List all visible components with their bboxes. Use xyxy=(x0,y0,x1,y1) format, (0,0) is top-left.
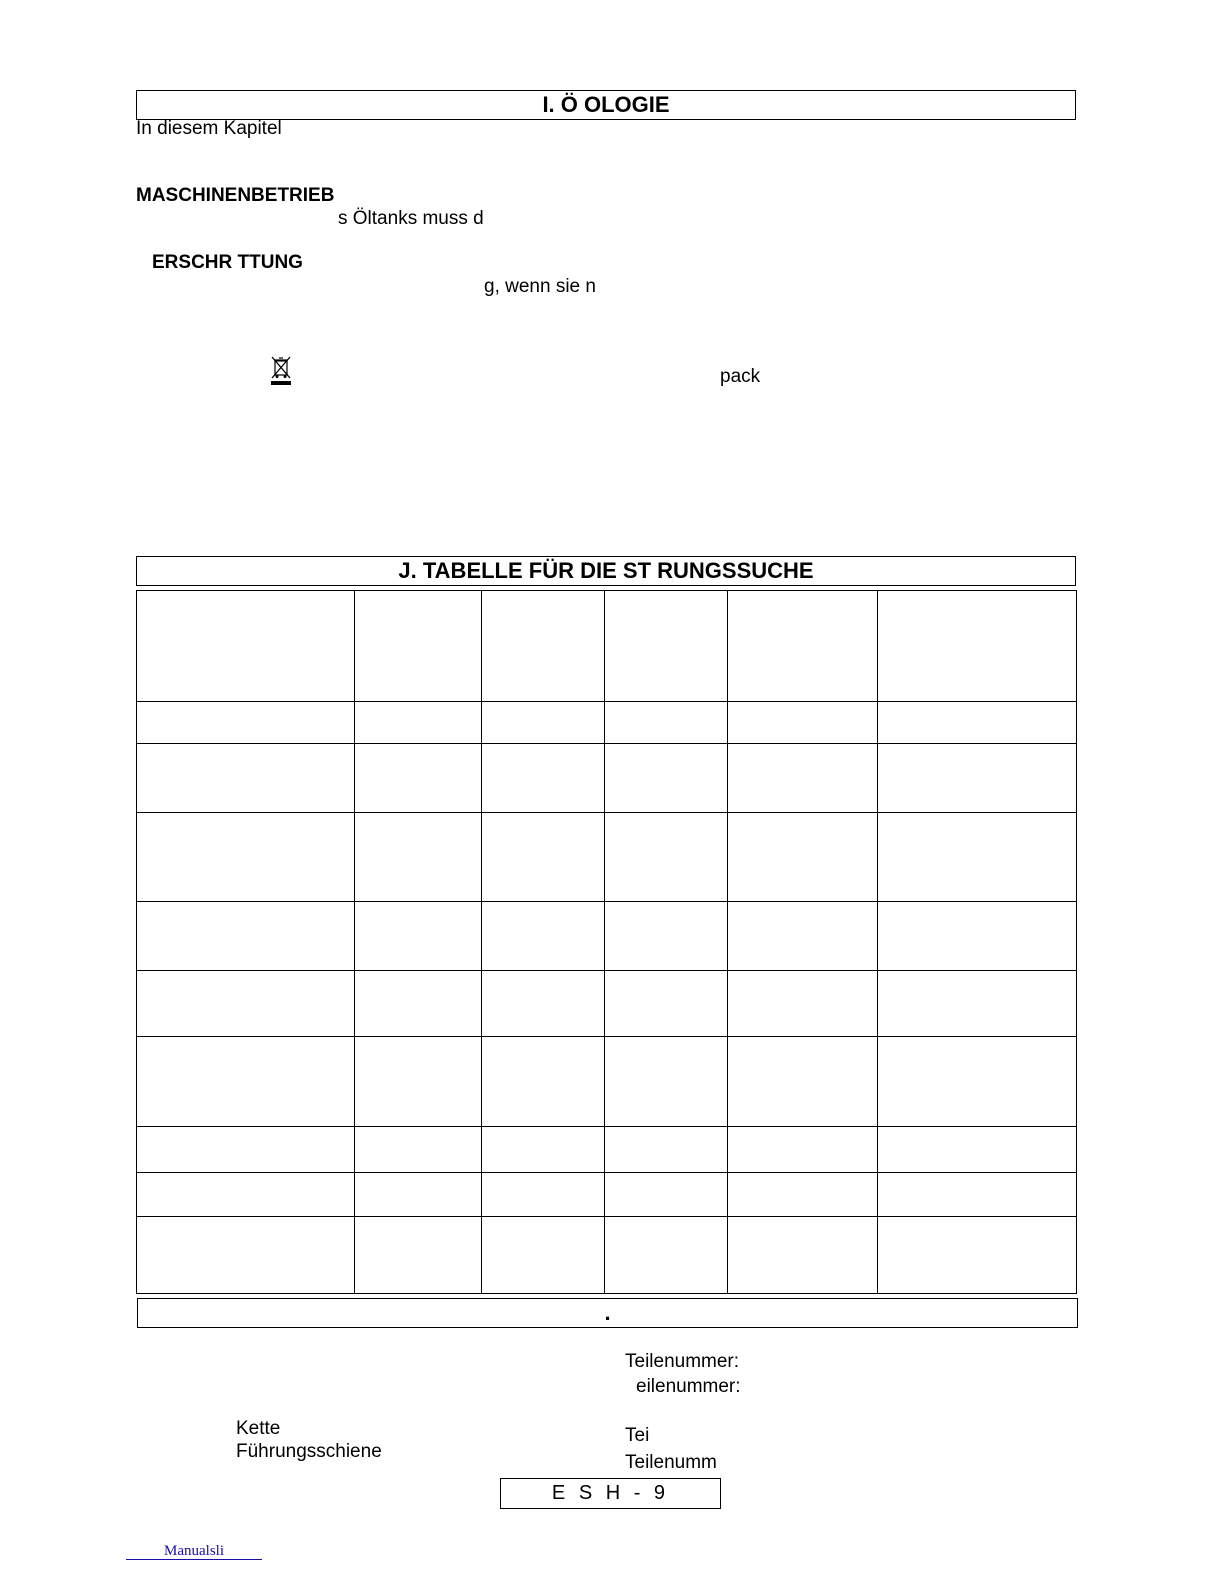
table-cell xyxy=(605,702,728,744)
table-cell xyxy=(355,1216,482,1293)
table-cell xyxy=(605,1036,728,1126)
table-cell xyxy=(355,813,482,902)
manualslib-link[interactable]: Manualsli xyxy=(126,1543,262,1560)
part-number-label: Tei xyxy=(625,1425,650,1446)
table-cell xyxy=(482,744,605,813)
crossed-out-wheelie-bin-icon xyxy=(269,356,293,386)
table-row xyxy=(137,1126,1077,1172)
table-cell xyxy=(355,591,482,702)
table-cell xyxy=(137,1036,355,1126)
table-cell xyxy=(137,813,355,902)
table-cell xyxy=(728,702,878,744)
table-cell xyxy=(355,970,482,1036)
table-cell xyxy=(878,744,1077,813)
table-cell xyxy=(878,1036,1077,1126)
table-cell xyxy=(355,1172,482,1216)
table-cell xyxy=(482,1216,605,1293)
table-row xyxy=(137,1172,1077,1216)
table-row xyxy=(137,1036,1077,1126)
table-cell xyxy=(137,1126,355,1172)
table-cell xyxy=(878,591,1077,702)
table-cell xyxy=(137,591,355,702)
table-cell xyxy=(605,1126,728,1172)
table-cell xyxy=(605,1172,728,1216)
guide-bar-label: Führungsschiene xyxy=(236,1441,382,1462)
section-k-title: . xyxy=(137,1298,1078,1328)
table-cell xyxy=(605,591,728,702)
table-cell xyxy=(728,1172,878,1216)
table-cell xyxy=(728,1036,878,1126)
table-cell xyxy=(137,702,355,744)
table-cell xyxy=(355,902,482,970)
table-cell xyxy=(482,1126,605,1172)
table-cell xyxy=(728,1126,878,1172)
table-cell xyxy=(137,970,355,1036)
disposal-heading: ERSCHR TTUNG xyxy=(152,252,303,273)
part-number-label: eilenummer: xyxy=(636,1376,741,1397)
table-row xyxy=(137,1216,1077,1293)
table-row xyxy=(137,902,1077,970)
table-cell xyxy=(482,702,605,744)
table-cell xyxy=(728,744,878,813)
table-cell xyxy=(137,1216,355,1293)
table-cell xyxy=(878,813,1077,902)
table-cell xyxy=(355,702,482,744)
table-row xyxy=(137,970,1077,1036)
table-cell xyxy=(878,702,1077,744)
table-cell xyxy=(878,1216,1077,1293)
footer-link-wrap xyxy=(126,1542,262,1560)
table-cell xyxy=(605,813,728,902)
page-number-tag: E S H - 9 xyxy=(500,1478,721,1509)
section-i-title: I. Ö OLOGIE xyxy=(136,90,1076,120)
table-cell xyxy=(482,970,605,1036)
table-cell xyxy=(355,744,482,813)
table-cell xyxy=(137,902,355,970)
section-j-title: J. TABELLE FÜR DIE ST RUNGSSUCHE xyxy=(136,556,1076,586)
table-cell xyxy=(605,902,728,970)
section-i-intro: In diesem Kapitel xyxy=(136,118,282,139)
table-row xyxy=(137,744,1077,813)
table-cell xyxy=(605,1216,728,1293)
disposal-text: g, wenn sie n xyxy=(484,276,596,297)
table-cell xyxy=(482,591,605,702)
machine-operation-text: s Öltanks muss d xyxy=(338,208,484,229)
table-cell xyxy=(878,970,1077,1036)
table-cell xyxy=(137,1172,355,1216)
table-cell xyxy=(728,902,878,970)
table-cell xyxy=(482,1172,605,1216)
table-row xyxy=(137,813,1077,902)
chain-label: Kette xyxy=(236,1418,281,1439)
table-cell xyxy=(728,813,878,902)
table-cell xyxy=(728,970,878,1036)
table-row xyxy=(137,702,1077,744)
table-cell xyxy=(482,902,605,970)
table-cell xyxy=(355,1126,482,1172)
table-cell xyxy=(355,1036,482,1126)
troubleshooting-table xyxy=(136,590,1077,1294)
table-cell xyxy=(605,970,728,1036)
table-cell xyxy=(137,744,355,813)
table-cell xyxy=(605,744,728,813)
table-row xyxy=(137,591,1077,702)
table-cell xyxy=(878,1126,1077,1172)
table-cell xyxy=(728,591,878,702)
part-number-label: Teilenummer: xyxy=(625,1351,740,1372)
table-cell xyxy=(482,813,605,902)
machine-operation-heading: MASCHINENBETRIEB xyxy=(136,185,335,206)
table-cell xyxy=(728,1216,878,1293)
table-cell xyxy=(482,1036,605,1126)
part-number-label: Teilenumm xyxy=(625,1452,717,1473)
table-cell xyxy=(878,902,1077,970)
packaging-text: pack xyxy=(720,366,761,387)
table-cell xyxy=(878,1172,1077,1216)
